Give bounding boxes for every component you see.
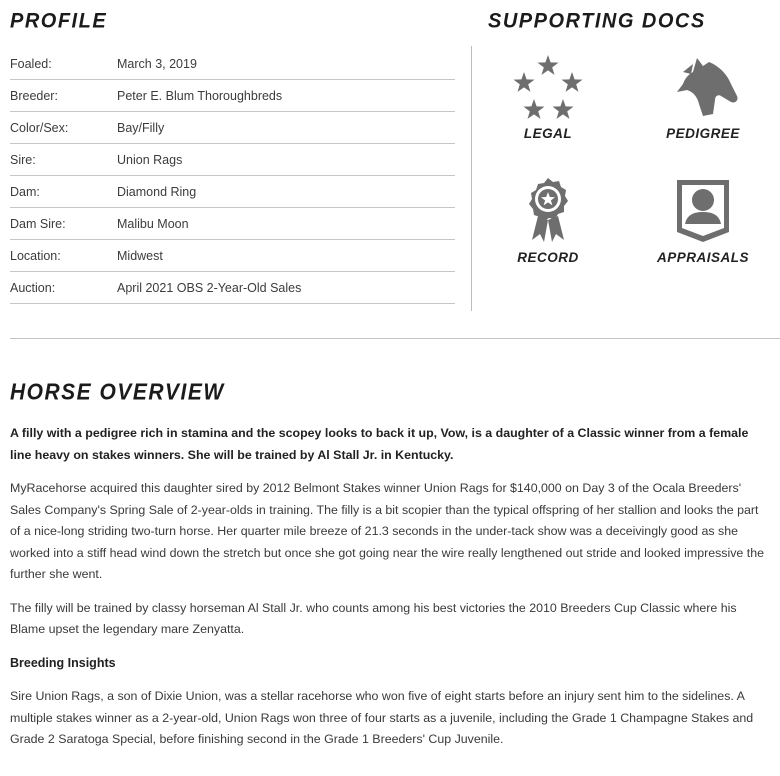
- profile-row-dam: [10, 176, 455, 208]
- profile-row-dam-sire: [10, 208, 455, 240]
- record-label: RECORD: [517, 250, 579, 265]
- appraisals-label: APPRAISALS: [656, 250, 749, 265]
- profile-label: Dam:: [10, 185, 40, 199]
- legal-label: LEGAL: [523, 126, 573, 141]
- profile-value: Union Rags: [117, 153, 183, 167]
- overview-body: [10, 423, 772, 763]
- column-divider: [471, 46, 472, 311]
- pedigree-doc-link[interactable]: [648, 52, 758, 141]
- profile-value: Peter E. Blum Thoroughbreds: [117, 89, 283, 103]
- horse-overview-heading: HORSE OVERVIEW: [10, 380, 225, 405]
- profile-value: Midwest: [117, 249, 163, 263]
- stars-icon: [508, 52, 588, 122]
- profile-row-sire: [10, 144, 455, 176]
- legal-doc-link[interactable]: [493, 52, 603, 141]
- overview-paragraph-3: Sire Union Rags, a son of Dixie Union, was a stellar racehorse who won five of eight starts before an injury sent him to the sidelines. A multiple stakes winner as a 2-year-old, Union Rags won three of four starts as a juvenile, including the Grade 1 Champagne Stakes and Grade 2 Saratoga Special, before finishing second in the Grade 1 Breeders' Cup Juvenile.: [10, 689, 754, 746]
- profile-row-foaled: [10, 48, 455, 80]
- profile-row-location: [10, 240, 455, 272]
- profile-value: April 2021 OBS 2-Year-Old Sales: [117, 281, 302, 295]
- horse-head-icon: [663, 52, 743, 122]
- overview-paragraph-2: The filly will be trained by classy horseman Al Stall Jr. who counts among his best victories the 2010 Breeders Cup Classic where his Blame upset the legendary mare Zenyatta.: [10, 600, 737, 636]
- profile-label: Dam Sire:: [10, 217, 66, 231]
- overview-lead-paragraph: A filly with a pedigree rich in stamina and the scopey looks to back it up, Vow, is a daughter of a Classic winner from a female line heavy on stakes winners. She will be trained by Al Stall Jr. in Kentucky.: [10, 426, 749, 462]
- profile-label: Foaled:: [10, 57, 52, 71]
- profile-label: Auction:: [10, 281, 56, 295]
- profile-heading: PROFILE: [10, 9, 108, 33]
- profile-value: Diamond Ring: [117, 185, 197, 199]
- breeding-insights-heading: Breeding Insights: [10, 655, 116, 670]
- profile-table: [10, 48, 455, 304]
- profile-label: Breeder:: [10, 89, 58, 103]
- record-doc-link[interactable]: [493, 176, 603, 265]
- profile-row-breeder: [10, 80, 455, 112]
- appraisals-doc-link[interactable]: [648, 176, 758, 265]
- pedigree-label: PEDIGREE: [666, 126, 740, 141]
- profile-label: Location:: [10, 249, 61, 263]
- overview-paragraph-1: MyRacehorse acquired this daughter sired by 2012 Belmont Stakes winner Union Rags for $140,000 on Day 3 of the Ocala Breeders' Sales Company's Spring Sale of 2-year-olds in training. The filly is a bit scopier than the typical offspring of her stallion and looks the part of a nice-long striding two-turn horse. Her quarter mile breeze of 21.3 seconds in the under-tack show was a deceivingly good as she worked into a stiff head wind down the stretch but once she got going near the wire really lengthened out stride and looked impressive the further she went.: [10, 481, 764, 581]
- profile-row-color-sex: [10, 112, 455, 144]
- profile-value: Bay/Filly: [117, 121, 165, 135]
- profile-row-auction: [10, 272, 455, 304]
- portrait-icon: [663, 176, 743, 246]
- section-divider: [10, 338, 780, 339]
- award-ribbon-icon: [508, 176, 588, 246]
- profile-label: Sire:: [10, 153, 36, 167]
- supporting-docs-heading: SUPPORTING DOCS: [488, 9, 706, 33]
- profile-label: Color/Sex:: [10, 121, 69, 135]
- profile-value: Malibu Moon: [117, 217, 189, 231]
- profile-value: March 3, 2019: [117, 57, 197, 71]
